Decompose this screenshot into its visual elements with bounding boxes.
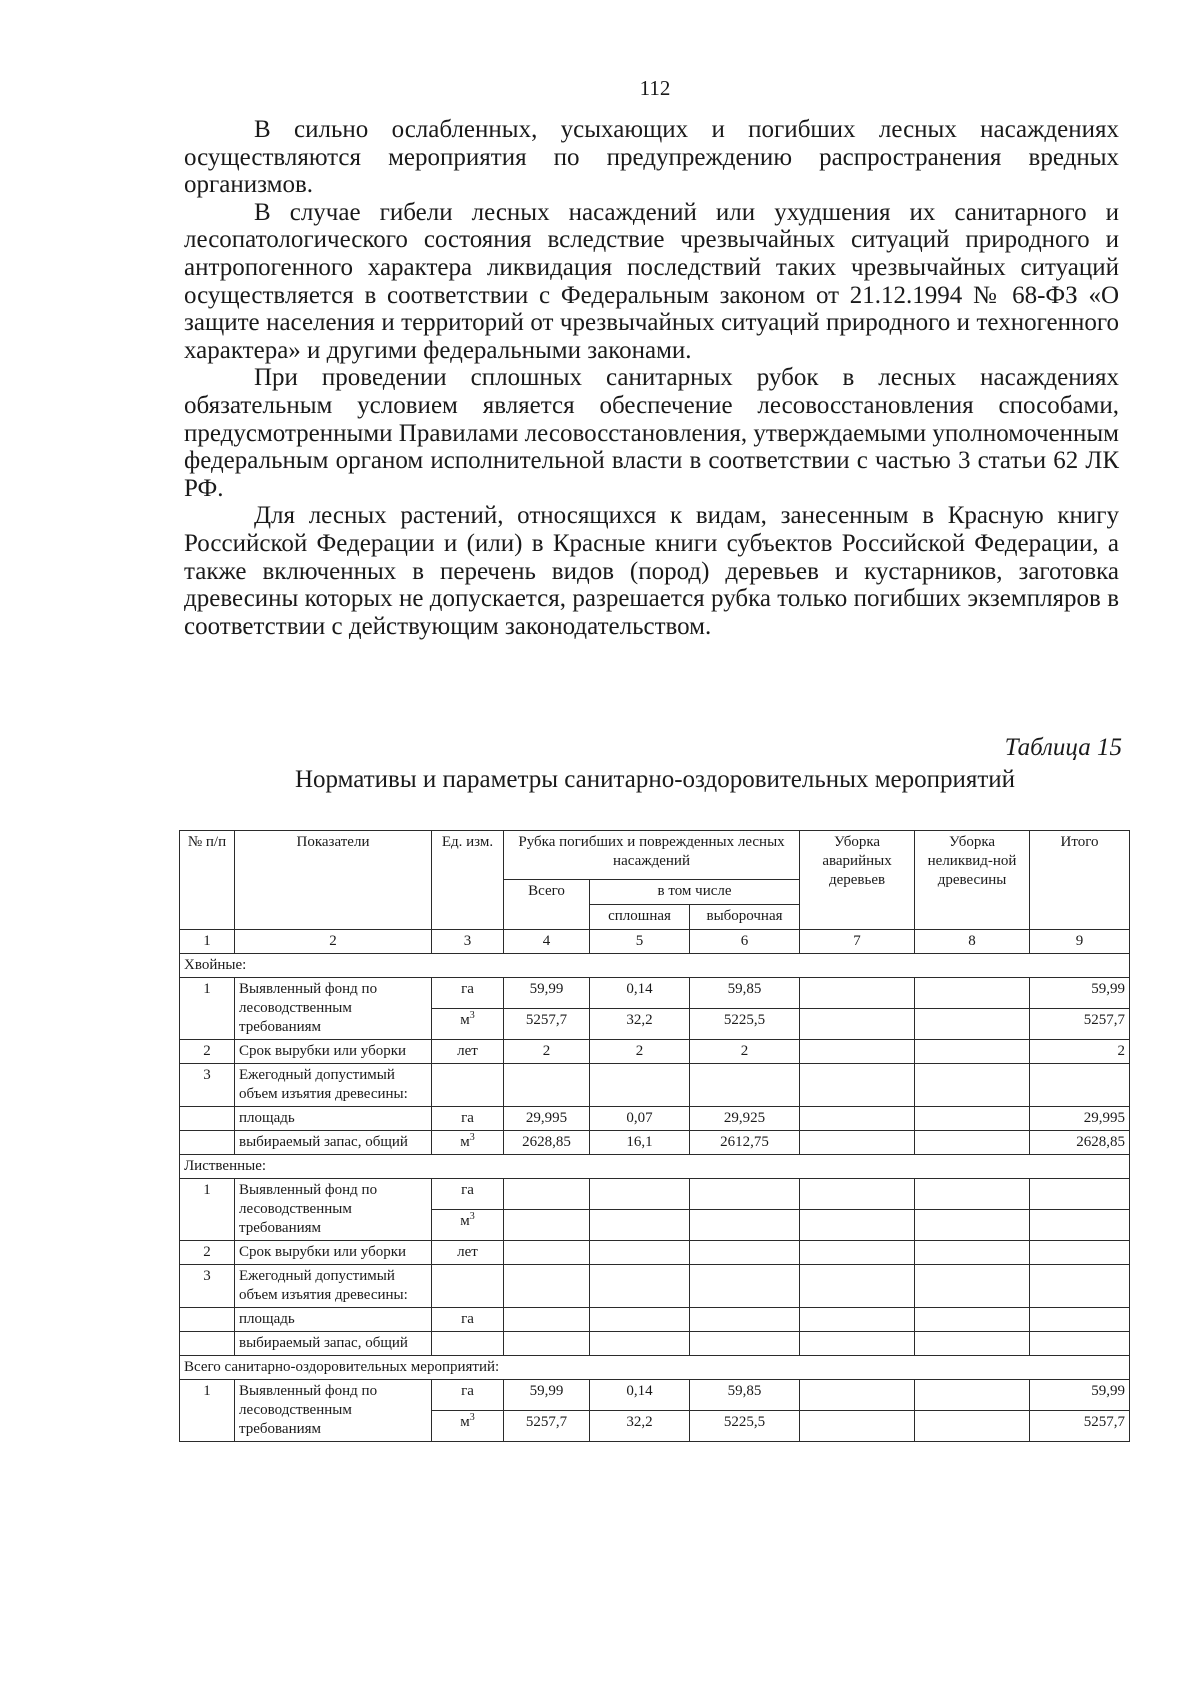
norms-table bbox=[179, 830, 1130, 1442]
paragraph: Для лесных растений, относящихся к видам, занесенным в Красную книгу Российской Федерации и (или) в Красные книги субъектов Российской Федерации, а также включенных в перечень видов (пород) деревьев и кустарников, заготовка древесины которых не допускается, разрешается рубка только погибших экземпляров в соответствии с действующим законодательством. bbox=[184, 502, 1119, 640]
value-emergency bbox=[800, 1179, 915, 1210]
unit-superscript: 3 bbox=[469, 1010, 475, 1021]
value-total: 5257,7 bbox=[1030, 1411, 1130, 1442]
unit-cell: $м^3$ bbox=[432, 1411, 504, 1442]
table-row bbox=[180, 1380, 1130, 1411]
table-title: Нормативы и параметры санитарно-оздоровительных мероприятий bbox=[294, 766, 1016, 793]
value-illiquid bbox=[915, 1107, 1030, 1131]
row-number: 2 bbox=[180, 1241, 235, 1265]
value-total-all bbox=[504, 1179, 590, 1210]
value-total bbox=[1030, 1332, 1130, 1356]
value-illiquid bbox=[915, 1241, 1030, 1265]
row-number: 3 bbox=[180, 1064, 235, 1107]
value-emergency bbox=[800, 1332, 915, 1356]
value-clear: 32,2 bbox=[590, 1411, 690, 1442]
value-illiquid bbox=[915, 1179, 1030, 1210]
value-clear: 2 bbox=[590, 1040, 690, 1064]
column-number: 5 bbox=[590, 930, 690, 954]
value-emergency bbox=[800, 1411, 915, 1442]
value-selective: 5225,5 bbox=[690, 1411, 800, 1442]
row-number: 2 bbox=[180, 1040, 235, 1064]
unit-cell: га bbox=[432, 1308, 504, 1332]
value-total-all: 29,995 bbox=[504, 1107, 590, 1131]
header-num: № п/п bbox=[180, 831, 235, 930]
value-illiquid bbox=[915, 1332, 1030, 1356]
value-selective bbox=[690, 1265, 800, 1308]
value-total: 2628,85 bbox=[1030, 1131, 1130, 1155]
row-indicator: выбираемый запас, общий bbox=[235, 1332, 432, 1356]
value-emergency bbox=[800, 1009, 915, 1040]
value-selective: 29,925 bbox=[690, 1107, 800, 1131]
value-selective: 59,85 bbox=[690, 1380, 800, 1411]
unit-cell: $м^3$ bbox=[432, 1210, 504, 1241]
unit-cell: $м^3$ bbox=[432, 1009, 504, 1040]
unit-cell: га bbox=[432, 1107, 504, 1131]
value-clear: 16,1 bbox=[590, 1131, 690, 1155]
section-title: Хвойные: bbox=[180, 954, 1130, 978]
value-total-all bbox=[504, 1241, 590, 1265]
table-row bbox=[180, 1179, 1130, 1210]
value-total bbox=[1030, 1241, 1130, 1265]
value-emergency bbox=[800, 1040, 915, 1064]
value-emergency bbox=[800, 1107, 915, 1131]
value-clear: 32,2 bbox=[590, 1009, 690, 1040]
value-clear: 0,14 bbox=[590, 1380, 690, 1411]
value-total-all bbox=[504, 1332, 590, 1356]
value-illiquid bbox=[915, 1265, 1030, 1308]
value-total-all bbox=[504, 1265, 590, 1308]
row-indicator: Срок вырубки или уборки bbox=[235, 1241, 432, 1265]
value-total-all bbox=[504, 1064, 590, 1107]
unit-cell: га bbox=[432, 1380, 504, 1411]
paragraph: В случае гибели лесных насаждений или ухудшения их санитарного и лесопатологического состояния вследствие чрезвычайных ситуаций природного и антропогенного характера ликвидация последствий таких чрезвычайных ситуаций осуществляется в соответствии с Федеральным законом от 21.12.1994 № 68-ФЗ «О защите населения и территорий от чрезвычайных ситуаций природного и техногенного характера» и другими федеральными законами. bbox=[184, 198, 1119, 364]
value-illiquid bbox=[915, 1411, 1030, 1442]
value-total-all bbox=[504, 1308, 590, 1332]
column-number: 2 bbox=[235, 930, 432, 954]
value-emergency bbox=[800, 1131, 915, 1155]
value-selective bbox=[690, 1064, 800, 1107]
value-selective bbox=[690, 1210, 800, 1241]
row-indicator: Выявленный фонд по лесоводственным требованиям bbox=[235, 1179, 432, 1241]
table-label: Таблица 15 bbox=[1004, 734, 1122, 761]
body-text bbox=[184, 116, 1119, 640]
value-emergency bbox=[800, 1265, 915, 1308]
value-total bbox=[1030, 1179, 1130, 1210]
column-number: 1 bbox=[180, 930, 235, 954]
section-row bbox=[180, 1155, 1130, 1179]
unit-cell: лет bbox=[432, 1241, 504, 1265]
header-selective: выборочная bbox=[690, 905, 800, 930]
value-total-all: 59,99 bbox=[504, 978, 590, 1009]
value-illiquid bbox=[915, 1308, 1030, 1332]
value-total-all: 5257,7 bbox=[504, 1411, 590, 1442]
value-selective bbox=[690, 1332, 800, 1356]
row-number: 3 bbox=[180, 1265, 235, 1308]
header-including: в том числе bbox=[590, 880, 800, 905]
column-number-row bbox=[180, 930, 1130, 954]
unit-cell bbox=[432, 1332, 504, 1356]
value-total: 5257,7 bbox=[1030, 1009, 1130, 1040]
header-total-all: Всего bbox=[504, 880, 590, 930]
row-number bbox=[180, 1131, 235, 1155]
value-emergency bbox=[800, 978, 915, 1009]
row-number bbox=[180, 1308, 235, 1332]
row-indicator: выбираемый запас, общий bbox=[235, 1131, 432, 1155]
value-total bbox=[1030, 1210, 1130, 1241]
column-number: 3 bbox=[432, 930, 504, 954]
header-total: Итого bbox=[1030, 831, 1130, 930]
column-number: 9 bbox=[1030, 930, 1130, 954]
value-total-all: 5257,7 bbox=[504, 1009, 590, 1040]
header-indicator: Показатели bbox=[235, 831, 432, 930]
value-total: 2 bbox=[1030, 1040, 1130, 1064]
value-total-all: 2628,85 bbox=[504, 1131, 590, 1155]
value-selective bbox=[690, 1308, 800, 1332]
value-total bbox=[1030, 1308, 1130, 1332]
column-number: 6 bbox=[690, 930, 800, 954]
unit-superscript: 3 bbox=[469, 1132, 475, 1143]
value-selective bbox=[690, 1179, 800, 1210]
value-emergency bbox=[800, 1064, 915, 1107]
row-indicator: Срок вырубки или уборки bbox=[235, 1040, 432, 1064]
table-row bbox=[180, 1040, 1130, 1064]
unit-cell: га bbox=[432, 1179, 504, 1210]
value-selective: 2612,75 bbox=[690, 1131, 800, 1155]
value-clear bbox=[590, 1265, 690, 1308]
page-number: 112 bbox=[639, 76, 671, 100]
row-number: 1 bbox=[180, 1179, 235, 1241]
row-indicator: площадь bbox=[235, 1107, 432, 1131]
value-clear bbox=[590, 1210, 690, 1241]
value-selective: 5225,5 bbox=[690, 1009, 800, 1040]
paragraph: При проведении сплошных санитарных рубок в лесных насаждениях обязательным условием является обеспечение лесовосстановления способами, предусмотренными Правилами лесовосстановления, утверждаемыми уполномоченным федеральным органом исполнительной власти в соответствии с частью 3 статьи 62 ЛК РФ. bbox=[184, 364, 1119, 502]
table-row bbox=[180, 1308, 1130, 1332]
row-number: 1 bbox=[180, 1380, 235, 1442]
header-felling: Рубка погибших и поврежденных лесных насаждений bbox=[504, 831, 800, 880]
unit-cell: га bbox=[432, 978, 504, 1009]
row-indicator: Выявленный фонд по лесоводственным требованиям bbox=[235, 1380, 432, 1442]
unit-superscript: 3 bbox=[469, 1412, 475, 1423]
value-emergency bbox=[800, 1241, 915, 1265]
value-total bbox=[1030, 1064, 1130, 1107]
table-row bbox=[180, 1332, 1130, 1356]
value-clear bbox=[590, 1064, 690, 1107]
paragraph: В сильно ослабленных, усыхающих и погибших лесных насаждениях осуществляются мероприятия по предупреждению распространения вредных организмов. bbox=[184, 116, 1119, 199]
value-illiquid bbox=[915, 1210, 1030, 1241]
value-clear bbox=[590, 1308, 690, 1332]
unit-cell bbox=[432, 1265, 504, 1308]
row-indicator: Ежегодный допустимый объем изъятия древесины: bbox=[235, 1265, 432, 1308]
value-illiquid bbox=[915, 1380, 1030, 1411]
value-total bbox=[1030, 1265, 1130, 1308]
column-number: 4 bbox=[504, 930, 590, 954]
unit-cell bbox=[432, 1064, 504, 1107]
row-number bbox=[180, 1107, 235, 1131]
row-number: 1 bbox=[180, 978, 235, 1040]
value-clear: 0,07 bbox=[590, 1107, 690, 1131]
value-illiquid bbox=[915, 978, 1030, 1009]
unit-cell: лет bbox=[432, 1040, 504, 1064]
unit-superscript: 3 bbox=[469, 1211, 475, 1222]
value-emergency bbox=[800, 1380, 915, 1411]
table-row bbox=[180, 1064, 1130, 1107]
value-emergency bbox=[800, 1308, 915, 1332]
row-indicator: площадь bbox=[235, 1308, 432, 1332]
table-row bbox=[180, 1107, 1130, 1131]
header-emergency: Уборка аварийных деревьев bbox=[800, 831, 915, 930]
value-clear bbox=[590, 1241, 690, 1265]
value-illiquid bbox=[915, 1131, 1030, 1155]
value-illiquid bbox=[915, 1009, 1030, 1040]
table-row bbox=[180, 1131, 1130, 1155]
value-selective: 2 bbox=[690, 1040, 800, 1064]
value-clear bbox=[590, 1179, 690, 1210]
value-illiquid bbox=[915, 1040, 1030, 1064]
column-number: 8 bbox=[915, 930, 1030, 954]
section-row bbox=[180, 954, 1130, 978]
value-total: 59,99 bbox=[1030, 978, 1130, 1009]
table-body bbox=[180, 831, 1130, 1442]
value-clear bbox=[590, 1332, 690, 1356]
value-illiquid bbox=[915, 1064, 1030, 1107]
row-indicator: Ежегодный допустимый объем изъятия древесины: bbox=[235, 1064, 432, 1107]
header-unit: Ед. изм. bbox=[432, 831, 504, 930]
unit-cell: $м^3$ bbox=[432, 1131, 504, 1155]
table-row bbox=[180, 1241, 1130, 1265]
column-number: 7 bbox=[800, 930, 915, 954]
table-row bbox=[180, 1265, 1130, 1308]
value-total-all: 2 bbox=[504, 1040, 590, 1064]
row-indicator: Выявленный фонд по лесоводственным требованиям bbox=[235, 978, 432, 1040]
value-selective bbox=[690, 1241, 800, 1265]
table-row bbox=[180, 978, 1130, 1009]
row-number bbox=[180, 1332, 235, 1356]
value-total: 59,99 bbox=[1030, 1380, 1130, 1411]
value-clear: 0,14 bbox=[590, 978, 690, 1009]
value-total: 29,995 bbox=[1030, 1107, 1130, 1131]
header-clear: сплошная bbox=[590, 905, 690, 930]
value-emergency bbox=[800, 1210, 915, 1241]
section-title: Лиственные: bbox=[180, 1155, 1130, 1179]
value-total-all: 59,99 bbox=[504, 1380, 590, 1411]
section-title: Всего санитарно-оздоровительных мероприятий: bbox=[180, 1356, 1130, 1380]
value-total-all bbox=[504, 1210, 590, 1241]
header-illiquid: Уборка неликвид-ной древесины bbox=[915, 831, 1030, 930]
value-selective: 59,85 bbox=[690, 978, 800, 1009]
section-row bbox=[180, 1356, 1130, 1380]
